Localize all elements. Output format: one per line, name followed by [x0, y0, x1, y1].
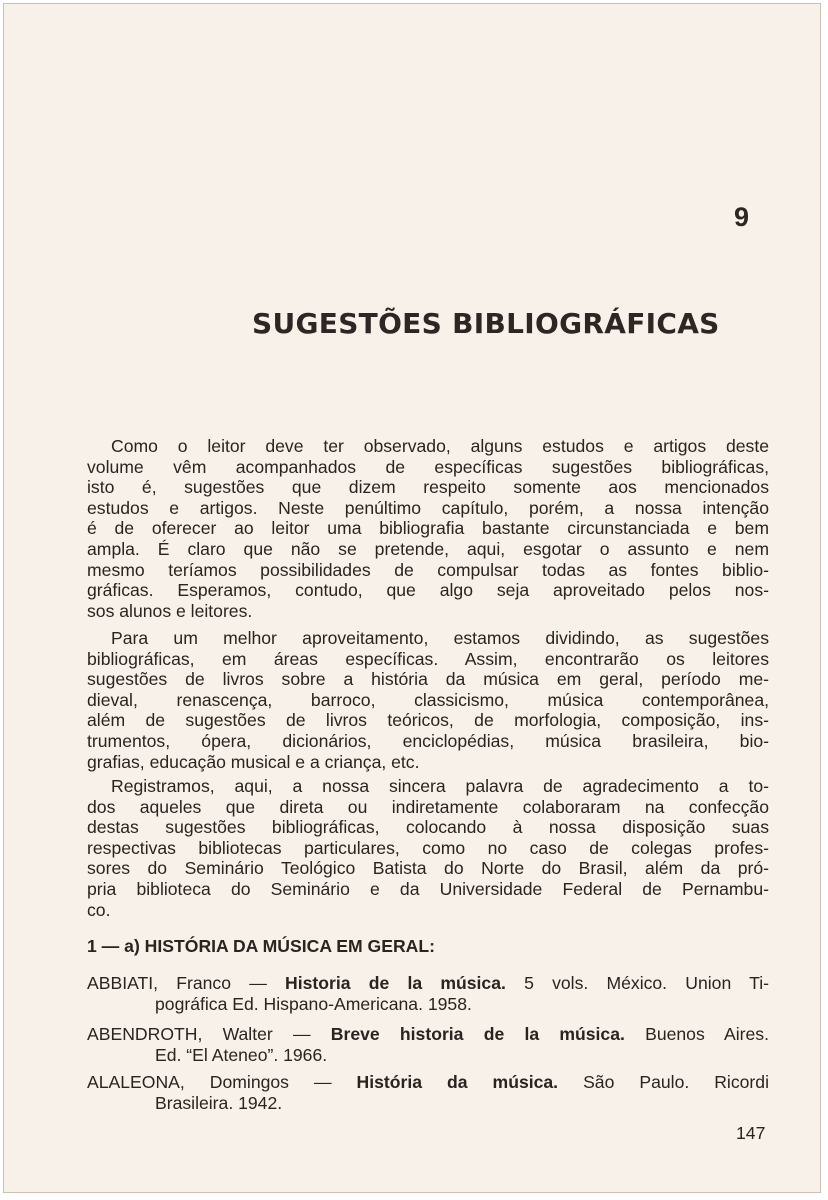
acknowledgement-paragraph — [87, 776, 769, 920]
entry-author: ABENDROTH, Walter — — [87, 1024, 331, 1044]
paragraph-line: respectivas bibliotecas particulares, como no caso de colegas profes- — [87, 837, 769, 858]
chapter-title: SUGESTÕES BIBLIOGRÁFICAS — [252, 307, 720, 340]
paragraph-line: além de sugestões de livros teóricos, de morfologia, composição, ins- — [87, 710, 769, 731]
paragraph-line: dos aqueles que direta ou indiretamente colaboraram na confecção — [87, 796, 769, 817]
paragraph-line: estudos e artigos. Neste penúltimo capítulo, porém, a nossa intenção — [87, 497, 769, 518]
paragraph-line: pria biblioteca do Seminário e da Universidade Federal de Pernambu- — [87, 878, 769, 899]
intro-paragraph — [87, 436, 769, 621]
bibliography-entry — [87, 1024, 769, 1065]
paragraph-line: destas sugestões bibliográficas, colocando à nossa disposição suas — [87, 817, 769, 838]
chapter-number: 9 — [734, 202, 750, 232]
entry-details: São Paulo. Ricordi — [558, 1072, 769, 1092]
bibliography-entry — [87, 973, 769, 1014]
division-paragraph — [87, 628, 769, 772]
entry-line — [87, 973, 769, 994]
paragraph-line: sos alunos e leitores. — [87, 600, 253, 621]
paragraph-line: é de oferecer ao leitor uma bibliografia bastante circunstanciada e bem — [87, 518, 769, 539]
section-heading: 1 — a) HISTÓRIA DA MÚSICA EM GERAL: — [87, 936, 435, 956]
paragraph-line: sores do Seminário Teológico Batista do Norte do Brasil, além da pró- — [87, 858, 769, 879]
entry-details: Buenos Aires. — [624, 1024, 769, 1044]
bibliography-entry — [87, 1072, 769, 1113]
paragraph-line: sugestões de livros sobre a história da música em geral, período me- — [87, 669, 769, 690]
paragraph-line: gráficas. Esperamos, contudo, que algo seja aproveitado pelos nos- — [87, 580, 769, 601]
paragraph-line: Para um melhor aproveitamento, estamos dividindo, as sugestões — [111, 628, 769, 648]
entry-continuation: Ed. “El Ateneo”. 1966. — [155, 1044, 328, 1065]
paragraph-line: co. — [87, 899, 111, 920]
page-number: 147 — [736, 1123, 766, 1143]
paragraph-line: isto é, sugestões que dizem respeito somente aos mencionados — [87, 477, 769, 498]
entry-line — [87, 1072, 769, 1093]
paragraph-line: trumentos, ópera, dicionários, enciclopédias, música brasileira, bio- — [87, 730, 769, 751]
paragraph-line: Como o leitor deve ter observado, alguns estudos e artigos deste — [111, 436, 769, 456]
entry-line — [87, 1024, 769, 1045]
entry-title: Historia de la música. — [285, 973, 506, 993]
entry-title: História da música. — [356, 1072, 559, 1092]
entry-continuation: Brasileira. 1942. — [155, 1092, 283, 1113]
paragraph-line: bibliográficas, em áreas específicas. Assim, encontrarão os leitores — [87, 648, 769, 669]
paragraph-line: Registramos, aqui, a nossa sincera palavra de agradecimento a to- — [111, 776, 769, 796]
paragraph-line: grafias, educação musical e a criança, etc. — [87, 751, 420, 772]
entry-author: ALALEONA, Domingos — — [87, 1072, 357, 1092]
entry-title: Breve historia de la música. — [330, 1024, 625, 1044]
paragraph-line: mesmo teríamos possibilidades de compulsar todas as fontes biblio- — [87, 559, 769, 580]
paragraph-line: ampla. É claro que não se pretende, aqui, esgotar o assunto e nem — [87, 538, 769, 559]
paragraph-line: volume vêm acompanhados de específicas sugestões bibliográficas, — [87, 456, 769, 477]
entry-continuation: pográfica Ed. Hispano-Americana. 1958. — [155, 993, 472, 1014]
book-page — [3, 3, 821, 1193]
entry-details: 5 vols. México. Union Ti- — [505, 973, 769, 993]
paragraph-line: dieval, renascença, barroco, classicismo, música contemporânea, — [87, 689, 769, 710]
entry-author: ABBIATI, Franco — — [87, 973, 286, 993]
